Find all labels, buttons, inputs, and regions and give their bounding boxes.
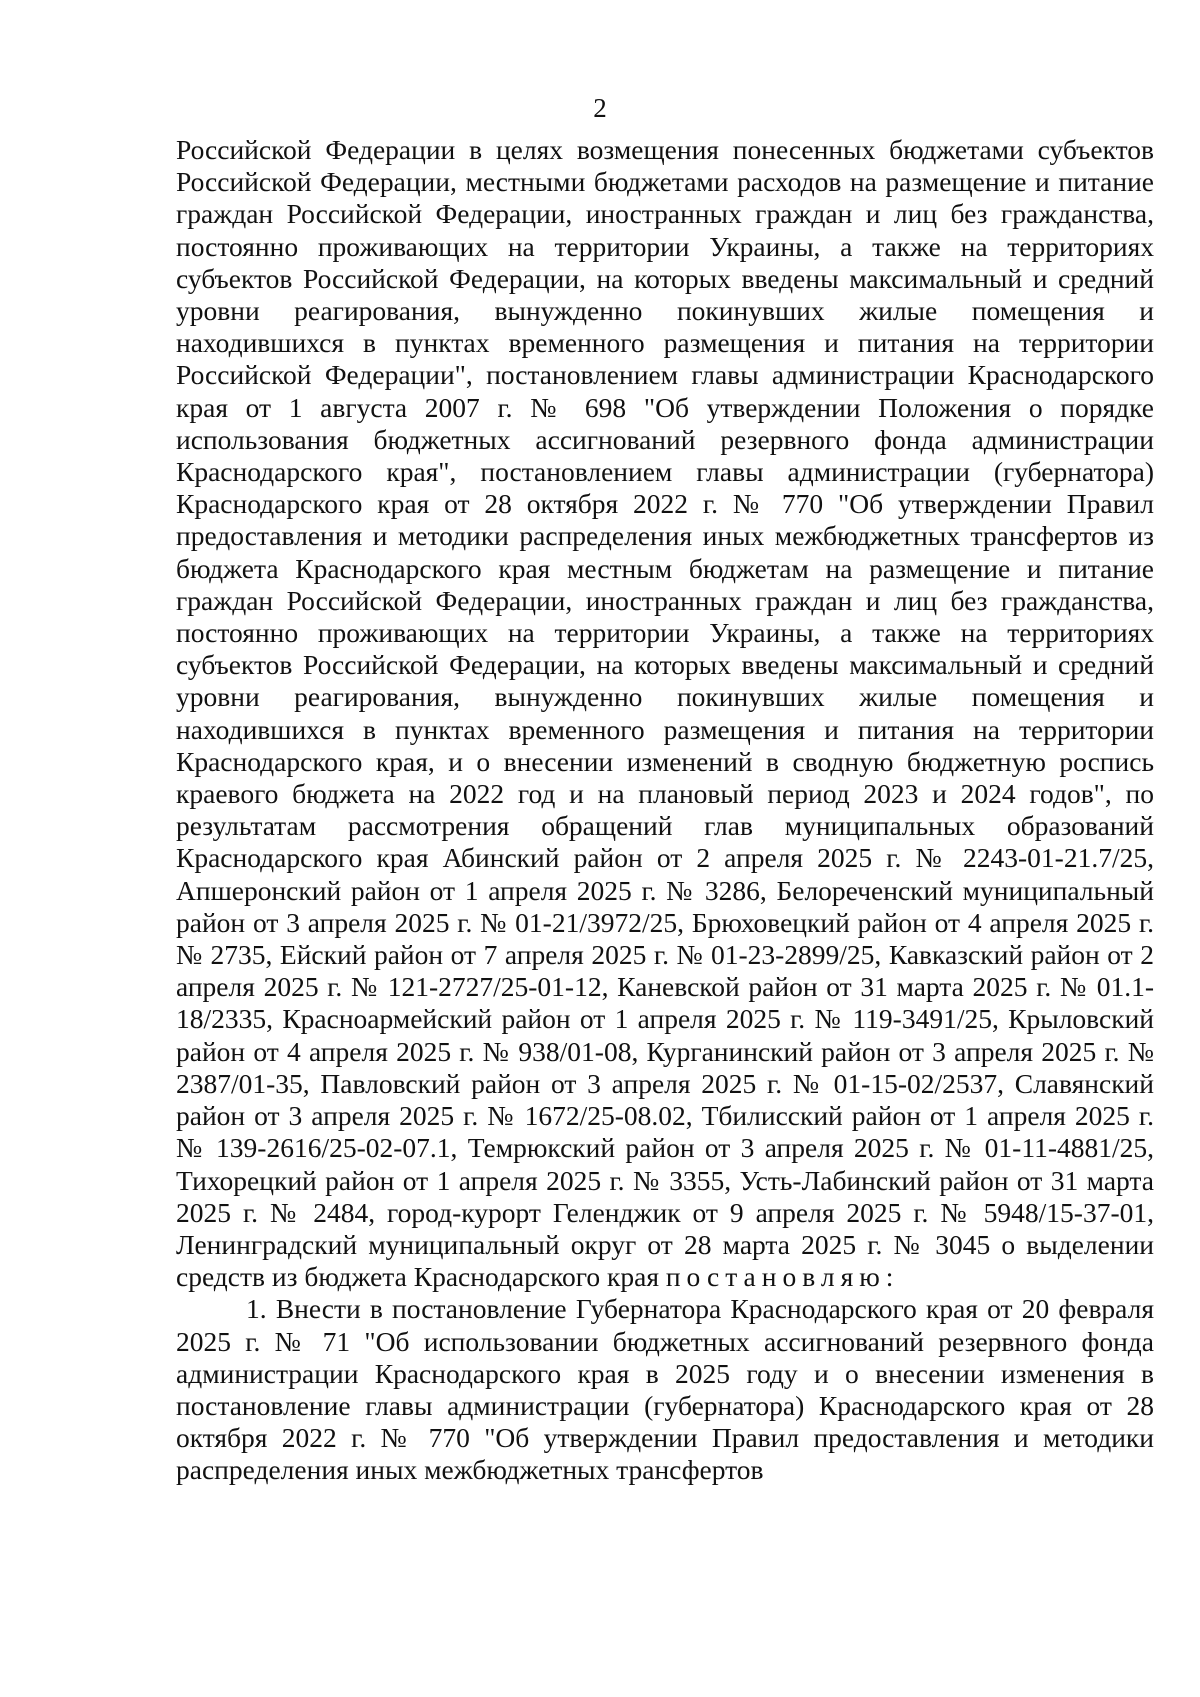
page-number: 2: [593, 93, 607, 123]
paragraph-preamble: [176, 134, 1154, 1293]
resolution-word: постановляю: [665, 1261, 886, 1293]
paragraph-item-1: 1. Внести в постановление Губернатора Краснодарского края от 20 февраля 2025 г. № 71 "Об использовании бюджетных ассигнований резервного фонда администрации Краснодарского края в 2025 году и о внесении изменения в постановление главы администрации (губернатора) Краснодарского края от 28 октября 2022 г. № 770 "Об утверждении Правил предоставления и методики распределения иных межбюджетных трансфертов: [176, 1293, 1154, 1486]
document-body: [176, 134, 1154, 1487]
preamble-text: Российской Федерации в целях возмещения понесенных бюджетами субъектов Российской Федерации, местными бюджетами расходов на размещение и питание граждан Российской Федерации, иностранных граждан и лиц без гражданства, постоянно проживающих на территории Украины, а также на территориях субъектов Российской Федерации, на которых введены максимальный и средний уровни реагирования, вынужденно покинувших жилые помещения и находившихся в пунктах временного размещения и питания на территории Российской Федерации", постановлением главы администрации Краснодарского края от 1 августа 2007 г. № 698 "Об утверждении Положения о порядке использования бюджетных ассигнований резервного фонда администрации Краснодарского края", постановлением главы администрации (губернатора) Краснодарского края от 28 октября 2022 г. № 770 "Об утверждении Правил предоставления и методики распределения иных межбюджетных трансфертов из бюджета Краснодарского края местным бюджетам на размещение и питание граждан Российской Федерации, иностранных граждан и лиц без гражданства, постоянно проживающих на территории Украины, а также на территориях субъектов Российской Федерации, на которых введены максимальный и средний уровни реагирования, вынужденно покинувших жилые помещения и находившихся в пунктах временного размещения и питания на территории Краснодарского края, и о внесении изменений в сводную бюджетную роспись краевого бюджета на 2022 год и на плановый период 2023 и 2024 годов", по результатам рассмотрения обращений глав муниципальных образований Краснодарского края Абинский район от 2 апреля 2025 г. № 2243-01-21.7/25, Апшеронский район от 1 апреля 2025 г. № 3286, Белореченский муниципальный район от 3 апреля 2025 г. № 01-21/3972/25, Брюховецкий район от 4 апреля 2025 г. № 2735, Ейский район от 7 апреля 2025 г. № 01-23-2899/25, Кавказский район от 2 апреля 2025 г. № 121-2727/25-01-12, Каневской район от 31 марта 2025 г. № 01.1-18/2335, Красноармейский район от 1 апреля 2025 г. № 119-3491/25, Крыловский район от 4 апреля 2025 г. № 938/01-08, Курганинский район от 3 апреля 2025 г. № 2387/01-35, Павловский район от 3 апреля 2025 г. № 01-15-02/2537, Славянский район от 3 апреля 2025 г. № 1672/25-08.02, Тбилисский район от 1 апреля 2025 г. № 139-2616/25-02-07.1, Темрюкский район от 3 апреля 2025 г. № 01-11-4881/25, Тихорецкий район от 1 апреля 2025 г. № 3355, Усть-Лабинский район от 31 марта 2025 г. № 2484, город-курорт Геленджик от 9 апреля 2025 г. № 5948/15-37-01, Ленинградский муниципальный округ от 28 марта 2025 г. № 3045 о выделении средств из бюджета Краснодарского края: [176, 134, 1154, 1293]
resolution-colon: :: [885, 1261, 894, 1293]
